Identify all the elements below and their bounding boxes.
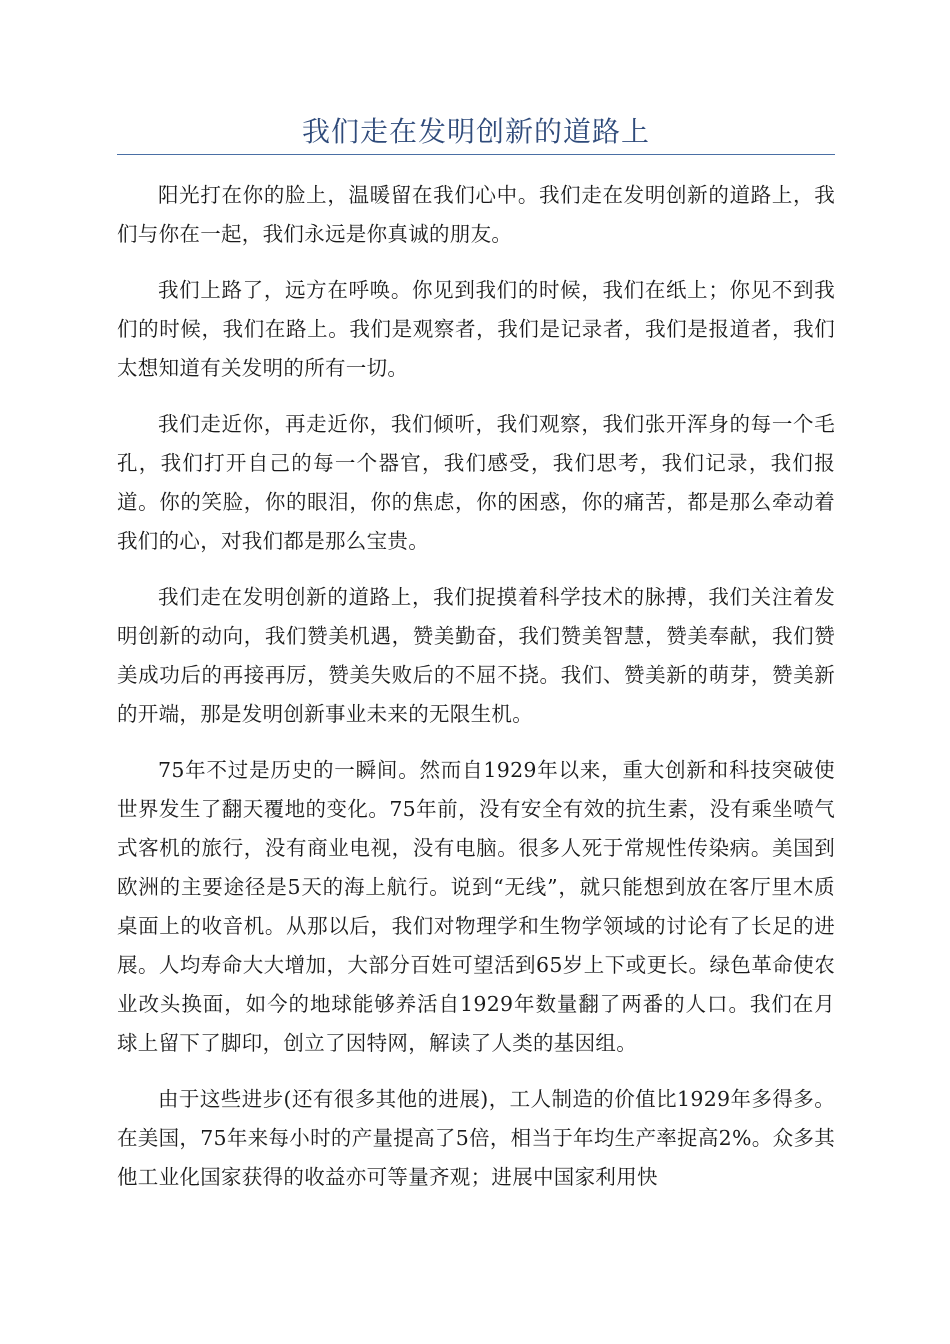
paragraph: 我们上路了，远方在呼唤。你见到我们的时候，我们在纸上；你见不到我们的时候，我们在路上。我们是观察者，我们是记录者，我们是报道者，我们太想知道有关发明的所有一切。: [117, 278, 835, 380]
paragraph: 由于这些进步(还有很多其他的进展)，工人制造的价值比1929年多得多。在美国，75年来每小时的产量提高了5倍，相当于年均生产率捉高2%。众多其他工业化国家获得的收益亦可等量齐观；进展中国家利用快: [117, 1087, 835, 1189]
paragraph: 我们走近你，再走近你，我们倾听，我们观察，我们张开浑身的每一个毛孔，我们打开自己的每一个器官，我们感受，我们思考，我们记录，我们报道。你的笑脸，你的眼泪，你的焦虑，你的困惑，你的痛苦，都是那么牵动着我们的心，对我们都是那么宝贵。: [117, 412, 835, 553]
title-underline: [117, 154, 835, 155]
paragraph: 75年不过是历史的一瞬间。然而自1929年以来，重大创新和科技突破使世界发生了翻天覆地的变化。75年前，没有安全有效的抗生素，没有乘坐喷气式客机的旅行，没有商业电视，没有电脑。很多人死于常规性传染病。美国到欧洲的主要途径是5天的海上航行。说到“无线”，就只能想到放在客厅里木质桌面上的收音机。从那以后，我们对物理学和生物学领域的讨论有了长足的进展。人均寿命大大增加，大部分百姓可望活到65岁上下或更长。绿色革命使农业改头换面，如今的地球能够养活自1929年数量翻了两番的人口。我们在月球上留下了脚印，创立了因特网，解读了人类的基因组。: [117, 758, 835, 1055]
paragraph: 我们走在发明创新的道路上，我们捉摸着科学技术的脉搏，我们关注着发明创新的动向，我们赞美机遇，赞美勤奋，我们赞美智慧，赞美奉献，我们赞美成功后的再接再厉，赞美失败后的不屈不挠。我们、赞美新的萌芽，赞美新的开端，那是发明创新事业未来的无限生机。: [117, 585, 835, 726]
document-body: [117, 176, 835, 1214]
document-title: 我们走在发明创新的道路上: [301, 115, 650, 148]
paragraph: 阳光打在你的脸上，温暖留在我们心中。我们走在发明创新的道路上，我们与你在一起，我们永远是你真诚的朋友。: [117, 183, 835, 246]
